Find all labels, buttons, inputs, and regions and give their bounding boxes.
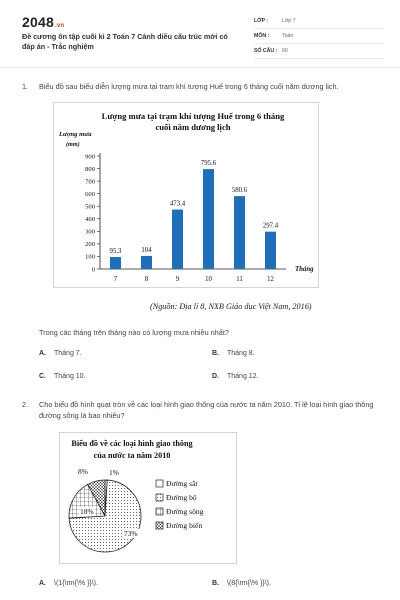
question-1 xyxy=(22,82,382,94)
bar xyxy=(203,169,214,269)
legend-swatch xyxy=(156,508,163,515)
meta-row-subject xyxy=(254,29,384,44)
meta-key: LỚP : xyxy=(254,18,269,24)
logo-text: 2048 xyxy=(22,14,54,30)
option-key: B. xyxy=(212,580,219,587)
bar-value-label: 95.3 xyxy=(109,248,122,256)
option-key: C. xyxy=(39,373,46,380)
option-text: \(1{\rm{\% }}\). xyxy=(54,580,98,587)
y-tick-label: 100 xyxy=(85,253,95,261)
question-text: Cho biểu đồ hình quạt tròn về các loại hình giao thông của nước ta năm 2010. Tỉ lệ loại hình giao thông đường sông là bao nhiêu? xyxy=(39,400,374,420)
question-number: 2. xyxy=(22,400,29,409)
x-tick-label: 10 xyxy=(205,276,212,283)
option-a[interactable] xyxy=(39,350,82,357)
bar-value-label: 795.6 xyxy=(200,160,217,168)
y-tick-label: 0 xyxy=(91,266,95,274)
x-tick-label: 7 xyxy=(113,276,118,283)
legend-label: Đường sắt xyxy=(166,479,198,488)
bar xyxy=(234,196,245,269)
slice-value-label: 73% xyxy=(124,529,138,538)
x-tick-label: 12 xyxy=(267,276,274,283)
legend-label: Đường biển xyxy=(166,521,203,530)
y-tick-label: 800 xyxy=(85,165,95,173)
y-tick-label: 500 xyxy=(85,203,95,211)
bar-chart-svg xyxy=(54,103,320,289)
meta-value: Lớp 7 xyxy=(282,18,296,24)
meta-value: 60 xyxy=(282,48,288,54)
x-axis-label: Tháng xyxy=(295,266,314,273)
question-number: 1. xyxy=(22,82,29,91)
legend-swatch xyxy=(156,480,163,487)
legend-swatch xyxy=(156,522,163,529)
option-b[interactable] xyxy=(212,350,255,357)
meta-key: MÔN : xyxy=(254,33,270,39)
legend-label: Đường bộ xyxy=(166,493,197,502)
y-tick-label: 300 xyxy=(85,228,95,236)
document-title: Đề cương ôn tập cuối kì 2 Toán 7 Cánh diều cấu trúc mới có đáp án - Trắc nghiệm xyxy=(22,32,228,51)
option-b[interactable] xyxy=(212,580,271,587)
y-tick-label: 700 xyxy=(85,178,95,186)
question-prompt: Trong các tháng trên tháng nào có lượng mưa nhiều nhất? xyxy=(39,328,229,337)
bar xyxy=(265,232,276,269)
meta-row-count xyxy=(254,44,384,59)
y-tick-label: 900 xyxy=(85,153,95,161)
option-text: \(8{\rm{\% }}\). xyxy=(227,580,271,587)
bar-value-label: 580.6 xyxy=(231,187,248,195)
option-key: A. xyxy=(39,350,46,357)
option-d[interactable] xyxy=(212,373,259,380)
y-tick-label: 400 xyxy=(85,216,95,224)
option-a[interactable] xyxy=(39,580,98,587)
option-text: Tháng 12. xyxy=(227,373,259,380)
option-c[interactable] xyxy=(39,373,86,380)
bar-value-label: 104 xyxy=(141,246,152,254)
meta-value: Toán xyxy=(282,33,294,39)
x-tick-label: 8 xyxy=(144,276,149,283)
bar xyxy=(110,257,121,269)
legend-swatch xyxy=(156,494,163,501)
figure-source: (Nguồn: Địa lí 8, NXB Giáo dục Việt Nam, 2016) xyxy=(150,302,312,311)
chart-title-line-2: của nước ta năm 2010 xyxy=(93,451,171,460)
question-2 xyxy=(22,400,382,424)
chart-title-line-2: cuối năm dương lịch xyxy=(155,122,231,132)
bar-value-label: 473.4 xyxy=(169,200,186,208)
x-tick-label: 9 xyxy=(175,276,180,283)
slice-value-label: 18% xyxy=(80,507,94,516)
logo-suffix: .vn xyxy=(54,23,65,29)
legend-label: Đường sông xyxy=(166,507,204,516)
y-tick-label: 600 xyxy=(85,190,95,198)
x-tick-label: 11 xyxy=(236,276,243,283)
page-header xyxy=(0,0,400,68)
bar xyxy=(172,210,183,269)
meta-key: SỐ CÂU : xyxy=(254,48,278,54)
option-text: Tháng 8. xyxy=(227,350,255,357)
y-axis-unit: (mm) xyxy=(66,141,80,148)
bar-value-label: 297.4 xyxy=(262,222,279,230)
option-key: D. xyxy=(212,373,219,380)
rainfall-bar-chart xyxy=(53,102,319,288)
option-text: Tháng 7. xyxy=(54,350,82,357)
option-key: A. xyxy=(39,580,46,587)
y-axis-label: Lượng mưa xyxy=(59,131,92,138)
slice-value-label: 1% xyxy=(109,468,119,477)
pie-chart-svg xyxy=(60,433,238,565)
question-text: Biểu đồ sau biểu diễn lượng mưa tại trạm khí tượng Huế trong 6 tháng cuối năm dương lịch. xyxy=(39,82,339,91)
site-logo[interactable] xyxy=(22,14,64,30)
transport-pie-chart xyxy=(59,432,237,564)
slice-value-label: 8% xyxy=(78,467,88,476)
chart-title-line-1: Biểu đồ về các loại hình giao thông xyxy=(71,439,193,448)
meta-row-class xyxy=(254,14,384,29)
chart-title-line-1: Lượng mưa tại trạm khí tượng Huế trong 6 tháng xyxy=(101,111,285,121)
option-text: Tháng 10. xyxy=(54,373,86,380)
option-key: B. xyxy=(212,350,219,357)
bar xyxy=(141,256,152,269)
document-meta xyxy=(254,14,384,59)
y-tick-label: 200 xyxy=(85,241,95,249)
